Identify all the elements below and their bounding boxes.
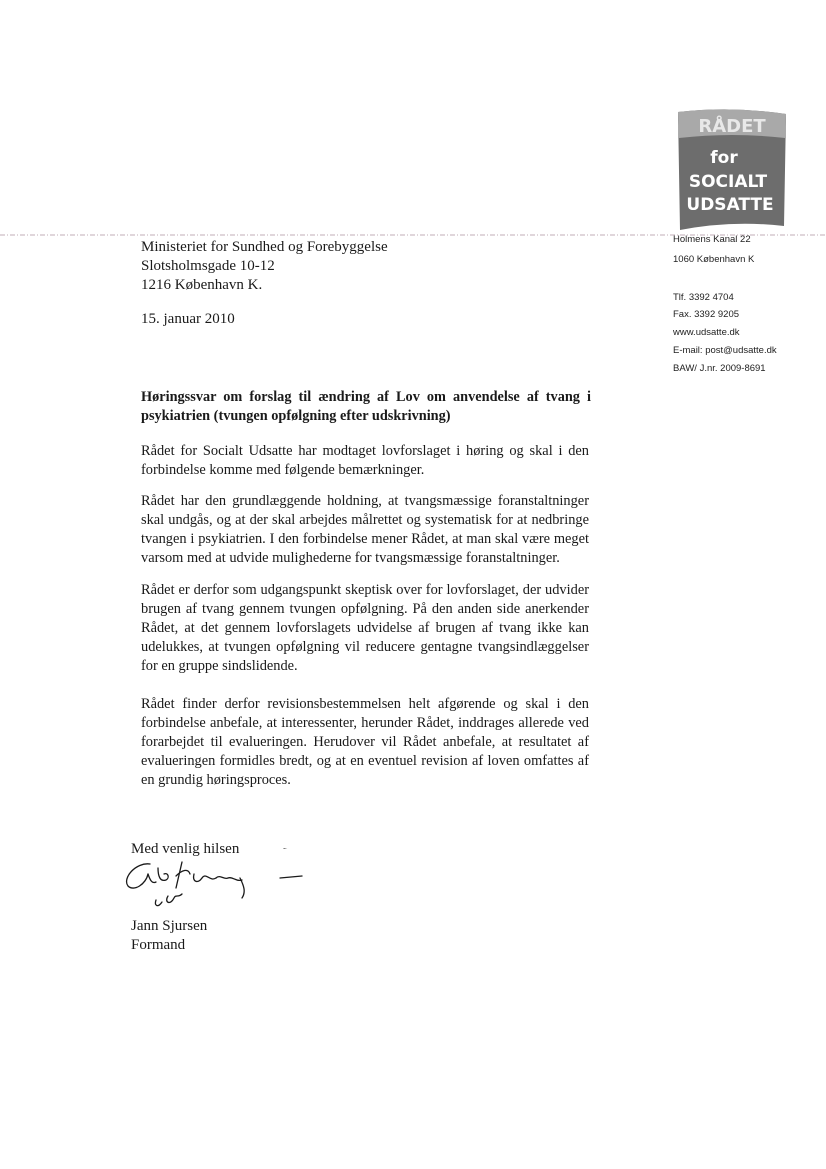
- recipient-address: [141, 238, 388, 295]
- recipient-line-2: Slotsholmsgade 10-12: [141, 258, 275, 274]
- body-paragraph-2: Rådet har den grundlæggende holdning, at tvangsmæssige foranstaltninger skal undgås, og at der skal arbejdes målrettet og systematisk for at nedbringe tvangen i psykiatrien. I den forbindelse mener Rådet, at man skal være meget varsom med at udvide mulighederne for tvangsmæssige foranstaltninger.: [141, 493, 589, 566]
- body-paragraph-4: Rådet finder derfor revisionsbestemmelsen helt afgørende og skal i den forbindelse anbefale, at interessenter, herunder Rådet, inddrages allerede ved forarbejdet til evalueringen. Herudover vil Rådet anbefale, at resultatet af evalueringen formidles bredt, og at en eventuel revision af loven omfattes af en grundig høringsproces.: [141, 696, 589, 788]
- sender-phone: Tlf. 3392 4704: [673, 292, 734, 303]
- signer-name: Jann Sjursen: [131, 918, 208, 934]
- signer-block: [131, 917, 207, 955]
- letter-date: 15. januar 2010: [141, 311, 235, 327]
- body-paragraph-3: Rådet er derfor som udgangspunkt skeptisk over for lovforslaget, der udvider brugen af tvang gennem tvungen opfølgning. På den anden side anerkender Rådet, at det gennem lovforslagets udvidelse af brugen af tvang ikke kan udelukkes, at tvungen opfølgning vil reducere gentagne tvangsindlæggelser for en gruppe sindslidende.: [141, 582, 589, 674]
- logo-text-radet: RÅDET: [698, 116, 766, 137]
- recipient-line-3: 1216 København K.: [141, 277, 263, 293]
- radet-for-socialt-udsatte-logo: [676, 108, 788, 232]
- sender-reference: BAW/ J.nr. 2009-8691: [673, 363, 766, 374]
- sender-website: www.udsatte.dk: [673, 327, 740, 338]
- logo-text-socialt: SOCIALT: [688, 172, 768, 192]
- sender-address-1: Holmens Kanal 22: [673, 234, 751, 245]
- closing-greeting: Med venlig hilsen: [131, 841, 240, 857]
- sender-address-2: 1060 København K: [673, 254, 755, 265]
- handwritten-signature: [112, 848, 312, 918]
- letter-subject: Høringssvar om forslag til ændring af Lov om anvendelse af tvang i psykiatrien (tvungen opfølgning efter udskrivning): [141, 389, 591, 424]
- sender-fax: Fax. 3392 9205: [673, 309, 740, 320]
- body-paragraph-1: Rådet for Socialt Udsatte har modtaget lovforslaget i høring og skal i den forbindelse komme med følgende bemærkninger.: [141, 443, 589, 478]
- logo-text-udsatte: UDSATTE: [686, 195, 774, 215]
- signer-title: Formand: [131, 937, 186, 953]
- logo-text-for: for: [710, 148, 738, 168]
- recipient-line-1: Ministeriet for Sundhed og Forebyggelse: [141, 239, 388, 255]
- sender-email: E-mail: post@udsatte.dk: [673, 345, 777, 356]
